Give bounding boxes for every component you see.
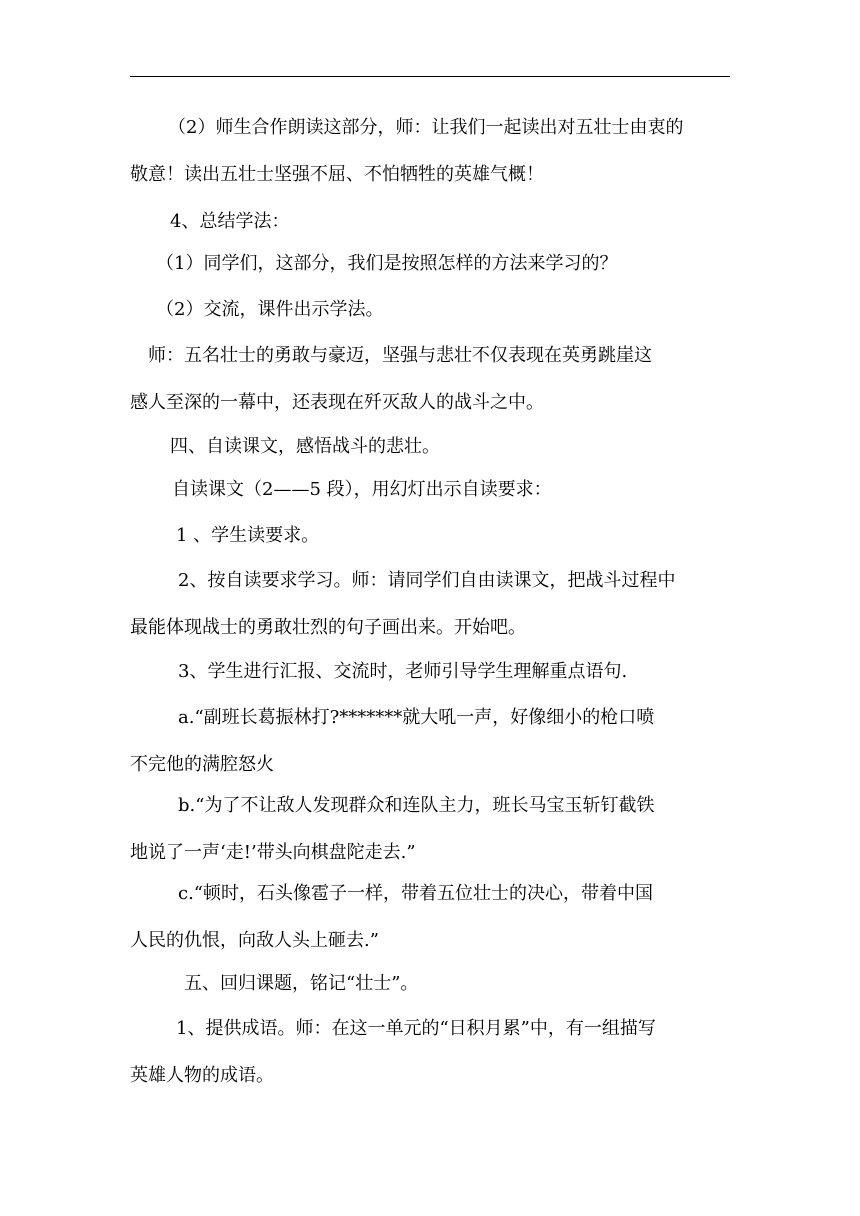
paragraph-line: 敬意！读出五壮士坚强不屈、不怕牺牲的英雄气概！ bbox=[130, 164, 544, 185]
paragraph-11 bbox=[130, 694, 730, 788]
paragraph-14 bbox=[130, 960, 730, 1007]
header-rule bbox=[130, 76, 730, 77]
paragraph-line: 五、回归课题，铭记“壮士”。 bbox=[184, 973, 419, 994]
paragraph-line: 自读课文（2——5 段），用幻灯出示自读要求： bbox=[172, 479, 552, 500]
paragraph-8 bbox=[130, 512, 730, 559]
paragraph-line: （1）同学们，这部分，我们是按照怎样的方法来学习的？ bbox=[156, 253, 618, 274]
paragraph-line: 感人至深的一幕中，还表现在歼灭敌人的战斗之中。 bbox=[130, 392, 544, 413]
paragraph-line: 英雄人物的成语。 bbox=[130, 1065, 274, 1086]
paragraph-line: （2）师生合作朗读这部分，师：让我们一起读出对五壮士由衷的 bbox=[168, 117, 684, 138]
paragraph-line: 2、按自读要求学习。师：请同学们自由读课文，把战斗过程中 bbox=[178, 570, 676, 591]
paragraph-12 bbox=[130, 782, 730, 876]
paragraph-4 bbox=[130, 286, 730, 333]
paragraph-3 bbox=[130, 240, 730, 287]
paragraph-line: 四、自读课文，感悟战斗的悲壮。 bbox=[170, 436, 440, 457]
paragraph-line: 地说了一声‘走!’带头向棋盘陀走去.” bbox=[130, 842, 416, 863]
paragraph-line: 3、学生进行汇报、交流时，老师引导学生理解重点语句. bbox=[178, 661, 628, 682]
paragraph-line: a.“副班长葛振林打?*******就大吼一声，好像细小的枪口喷 bbox=[178, 707, 655, 728]
paragraph-line: 最能体现战士的勇敢壮烈的句子画出来。开始吧。 bbox=[130, 617, 526, 638]
paragraph-line: （2）交流，课件出示学法。 bbox=[156, 299, 384, 320]
paragraph-6 bbox=[130, 423, 730, 470]
paragraph-13 bbox=[130, 870, 730, 964]
paragraph-line: 不完他的满腔怒火 bbox=[130, 754, 274, 775]
paragraph-5 bbox=[130, 332, 730, 426]
paragraph-9 bbox=[130, 557, 730, 651]
paragraph-line: c.“顿时，石头像雹子一样，带着五位壮士的决心，带着中国 bbox=[178, 883, 654, 904]
paragraph-15 bbox=[130, 1005, 730, 1099]
paragraph-line: 4、总结学法： bbox=[170, 211, 290, 232]
paragraph-line: 1 、学生读要求。 bbox=[176, 525, 320, 546]
paragraph-7 bbox=[130, 466, 730, 513]
paragraph-line: b.“为了不让敌人发现群众和连队主力，班长马宝玉斩钉截铁 bbox=[178, 795, 655, 816]
paragraph-line: 人民的仇恨，向敌人头上砸去.” bbox=[130, 930, 379, 951]
paragraph-10 bbox=[130, 648, 730, 695]
paragraph-1 bbox=[130, 104, 730, 198]
paragraph-line: 师：五名壮士的勇敢与豪迈，坚强与悲壮不仅表现在英勇跳崖这 bbox=[148, 345, 652, 366]
paragraph-line: 1、提供成语。师：在这一单元的“日积月累”中，有一组描写 bbox=[176, 1018, 656, 1039]
paragraph-2 bbox=[130, 198, 730, 245]
